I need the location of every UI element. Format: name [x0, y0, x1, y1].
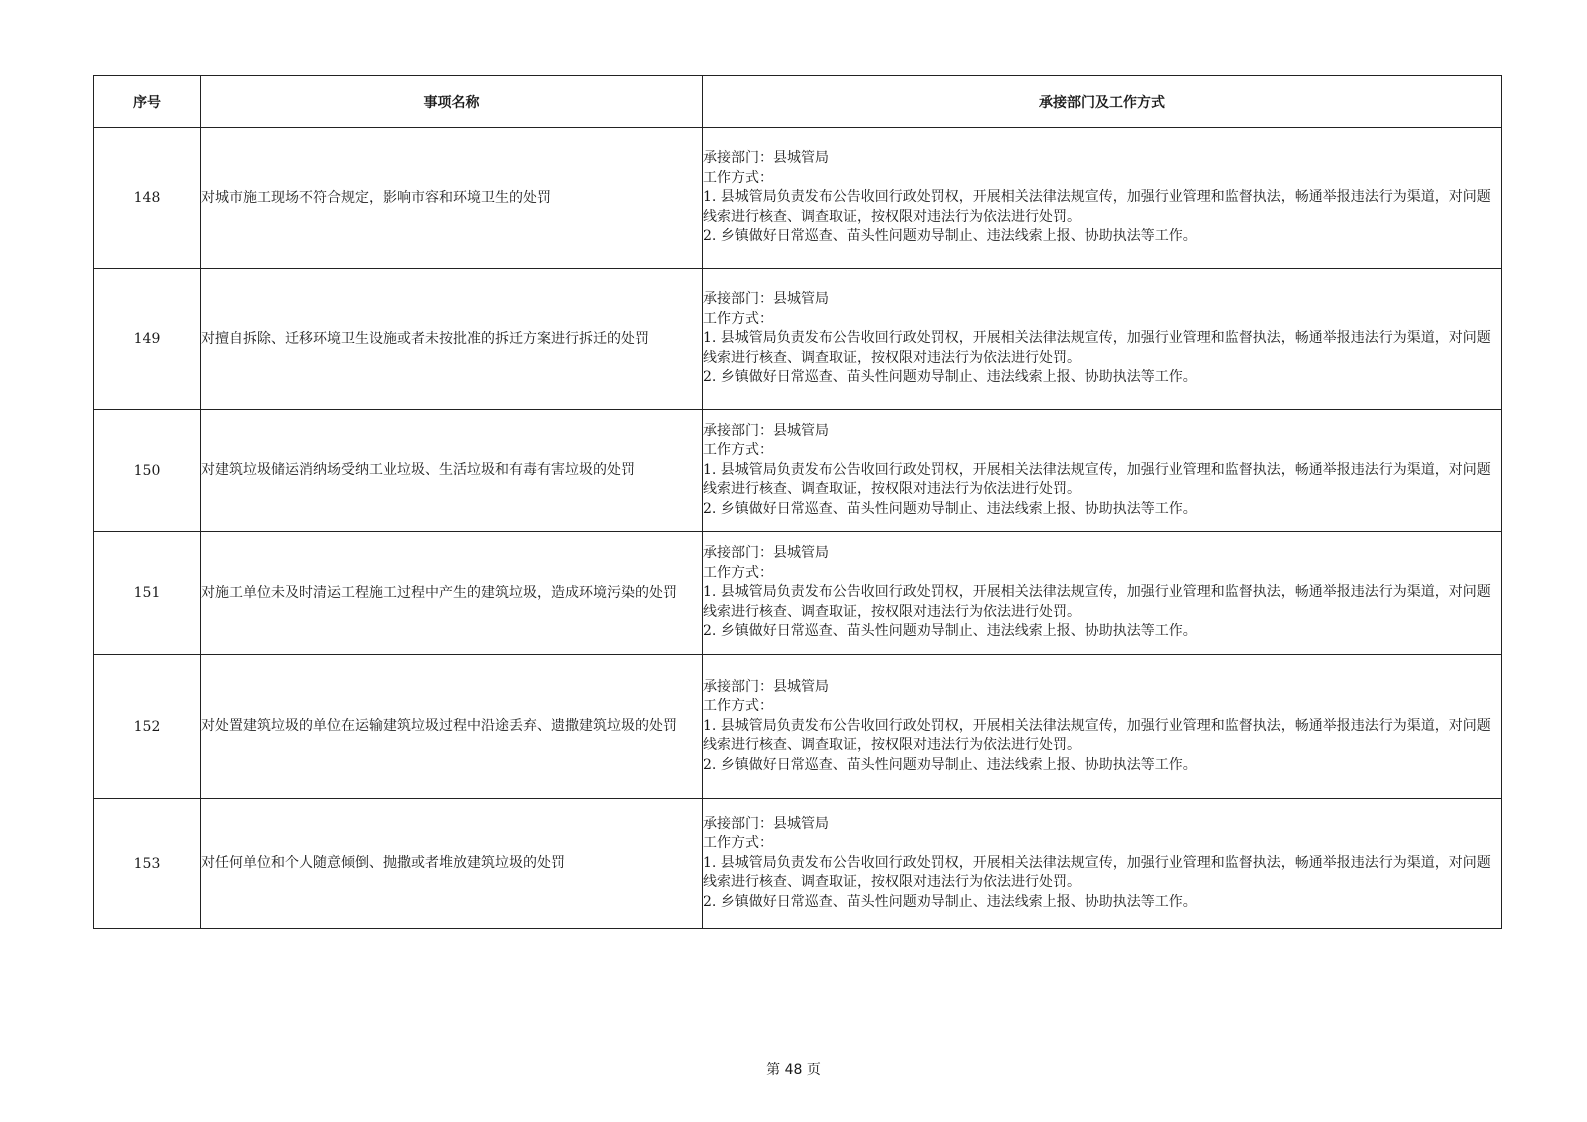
method-item-2: 2. 乡镇做好日常巡查、苗头性问题劝导制止、违法线索上报、协助执法等工作。 [703, 500, 1197, 517]
row-item-name: 对施工单位未及时清运工程施工过程中产生的建筑垃圾，造成环境污染的处罚 [201, 532, 703, 655]
method-label: 工作方式： [703, 698, 773, 715]
row-item-name: 对任何单位和个人随意倾倒、抛撒或者堆放建筑垃圾的处罚 [201, 799, 703, 929]
dept-line: 承接部门：县城管局 [703, 291, 829, 308]
dept-line: 承接部门：县城管局 [703, 815, 829, 832]
row-dept-method [703, 799, 1502, 929]
method-label: 工作方式： [703, 310, 773, 327]
row-number: 153 [94, 799, 201, 929]
table-row [94, 269, 1502, 410]
row-number: 148 [94, 128, 201, 269]
matters-table [93, 75, 1502, 929]
method-item-2: 2. 乡镇做好日常巡查、苗头性问题劝导制止、违法线索上报、协助执法等工作。 [703, 756, 1197, 773]
method-item-1: 1. 县城管局负责发布公告收回行政处罚权，开展相关法律法规宣传，加强行业管理和监督执法，畅通举报违法行为渠道，对问题线索进行核查、调查取证，按权限对违法行为依法进行处罚。 [703, 854, 1491, 891]
dept-line: 承接部门：县城管局 [703, 150, 829, 167]
header-dept: 承接部门及工作方式 [703, 76, 1502, 128]
method-item-1: 1. 县城管局负责发布公告收回行政处罚权，开展相关法律法规宣传，加强行业管理和监督执法，畅通举报违法行为渠道，对问题线索进行核查、调查取证，按权限对违法行为依法进行处罚。 [703, 717, 1491, 754]
method-item-1: 1. 县城管局负责发布公告收回行政处罚权，开展相关法律法规宣传，加强行业管理和监督执法，畅通举报违法行为渠道，对问题线索进行核查、调查取证，按权限对违法行为依法进行处罚。 [703, 189, 1491, 225]
row-number: 150 [94, 410, 201, 532]
dept-line: 承接部门：县城管局 [703, 422, 829, 439]
method-item-1: 1. 县城管局负责发布公告收回行政处罚权，开展相关法律法规宣传，加强行业管理和监督执法，畅通举报违法行为渠道，对问题线索进行核查、调查取证，按权限对违法行为依法进行处罚。 [703, 330, 1491, 366]
table-row [94, 799, 1502, 929]
table-row [94, 128, 1502, 269]
method-item-2: 2. 乡镇做好日常巡查、苗头性问题劝导制止、违法线索上报、协助执法等工作。 [703, 369, 1197, 386]
method-label: 工作方式： [703, 442, 773, 459]
row-item-name: 对建筑垃圾储运消纳场受纳工业垃圾、生活垃圾和有毒有害垃圾的处罚 [201, 410, 703, 532]
header-name: 事项名称 [201, 76, 703, 128]
row-number: 149 [94, 269, 201, 410]
row-dept-method [703, 269, 1502, 410]
row-dept-method [703, 532, 1502, 655]
method-label: 工作方式： [703, 835, 773, 852]
table-row [94, 410, 1502, 532]
method-item-2: 2. 乡镇做好日常巡查、苗头性问题劝导制止、违法线索上报、协助执法等工作。 [703, 893, 1197, 910]
dept-line: 承接部门：县城管局 [703, 545, 829, 562]
row-item-name: 对处置建筑垃圾的单位在运输建筑垃圾过程中沿途丢弃、遗撒建筑垃圾的处罚 [201, 655, 703, 799]
row-dept-method [703, 128, 1502, 269]
header-no: 序号 [94, 76, 201, 128]
method-item-2: 2. 乡镇做好日常巡查、苗头性问题劝导制止、违法线索上报、协助执法等工作。 [703, 228, 1197, 245]
method-item-1: 1. 县城管局负责发布公告收回行政处罚权，开展相关法律法规宣传，加强行业管理和监督执法，畅通举报违法行为渠道，对问题线索进行核查、调查取证，按权限对违法行为依法进行处罚。 [703, 584, 1491, 620]
row-dept-method [703, 410, 1502, 532]
page-number: 第 48 页 [766, 1062, 821, 1078]
row-item-name: 对擅自拆除、迁移环境卫生设施或者未按批准的拆迁方案进行拆迁的处罚 [201, 269, 703, 410]
row-number: 152 [94, 655, 201, 799]
table-header-row [94, 76, 1502, 128]
method-label: 工作方式： [703, 169, 773, 186]
method-item-2: 2. 乡镇做好日常巡查、苗头性问题劝导制止、违法线索上报、协助执法等工作。 [703, 623, 1197, 640]
row-dept-method [703, 655, 1502, 799]
row-item-name: 对城市施工现场不符合规定，影响市容和环境卫生的处罚 [201, 128, 703, 269]
method-label: 工作方式： [703, 564, 773, 581]
table-row [94, 655, 1502, 799]
dept-line: 承接部门：县城管局 [703, 678, 829, 695]
method-item-1: 1. 县城管局负责发布公告收回行政处罚权，开展相关法律法规宣传，加强行业管理和监督执法，畅通举报违法行为渠道，对问题线索进行核查、调查取证，按权限对违法行为依法进行处罚。 [703, 461, 1491, 498]
table-row [94, 532, 1502, 655]
row-number: 151 [94, 532, 201, 655]
